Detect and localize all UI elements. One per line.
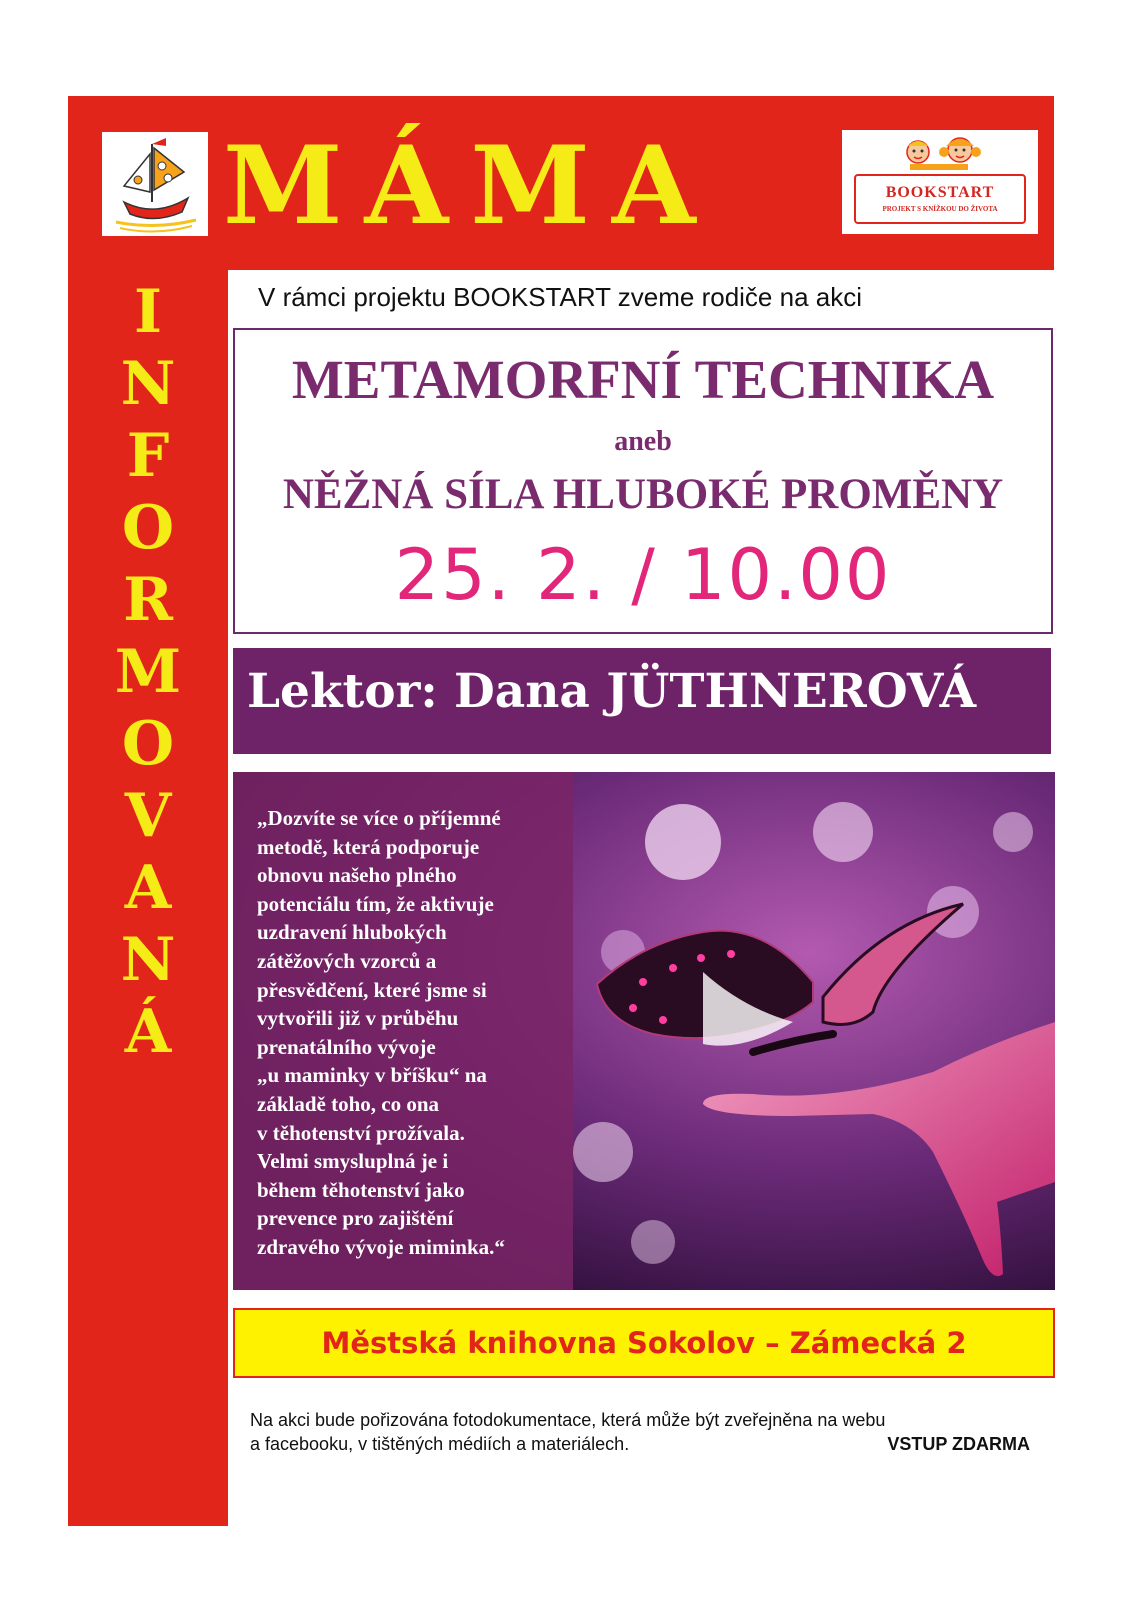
event-subtitle: NĚŽNÁ SÍLA HLUBOKÉ PROMĚNY bbox=[282, 471, 1004, 518]
photo-panel bbox=[233, 772, 1055, 1290]
venue-text: Městská knihovna Sokolov – Zámecká 2 bbox=[321, 1326, 967, 1360]
vertical-informovana bbox=[68, 276, 228, 1068]
quote-line: zdravého vývoje miminka.“ bbox=[257, 1234, 505, 1259]
vertical-letter: N bbox=[120, 925, 176, 995]
quote-line: během těhotenství jako bbox=[257, 1177, 465, 1202]
vertical-letter: Á bbox=[124, 997, 172, 1067]
quote-line: prenatálního vývoje bbox=[257, 1034, 436, 1059]
quote-line: základě toho, co ona bbox=[257, 1091, 440, 1116]
quote-line: přesvědčení, které jsme si bbox=[257, 977, 487, 1002]
footer-line-2: a facebooku, v tištěných médiích a materiálech. bbox=[250, 1434, 630, 1454]
quote-line: zátěžových vzorců a bbox=[257, 948, 437, 973]
free-entry-label: VSTUP ZDARMA bbox=[887, 1434, 1030, 1454]
vertical-letter: N bbox=[120, 349, 176, 419]
venue-banner bbox=[233, 1308, 1055, 1378]
event-datetime: 25. 2. / 10.00 bbox=[394, 534, 892, 616]
footer-note bbox=[250, 1408, 1030, 1456]
vertical-letter: V bbox=[124, 781, 172, 851]
vertical-letter: M bbox=[114, 637, 182, 707]
lecturer-banner bbox=[233, 648, 1051, 754]
bookstart-tagline: PROJEKT S KNÍŽKOU DO ŽIVOTA bbox=[882, 205, 998, 213]
quote-line: prevence pro zajištění bbox=[257, 1206, 454, 1231]
footer-line-1: Na akci bude pořizována fotodokumentace, která může být zveřejněna na webu bbox=[250, 1410, 886, 1430]
poster bbox=[68, 96, 1054, 1526]
intro-text: V rámci projektu BOOKSTART zveme rodiče na akci bbox=[258, 282, 862, 312]
bookstart-logo bbox=[842, 130, 1038, 234]
vertical-letter: I bbox=[133, 277, 163, 347]
footer-line-2-row bbox=[250, 1432, 1030, 1456]
event-connector: aneb bbox=[614, 426, 672, 457]
vertical-letter: R bbox=[123, 565, 173, 635]
vertical-letter: A bbox=[124, 853, 172, 923]
lecturer-name: Lektor: Dana JÜTHNEROVÁ bbox=[247, 664, 977, 719]
vertical-letter: O bbox=[121, 709, 175, 779]
quote-text bbox=[257, 804, 567, 1262]
quote-line: v těhotenství prožívala. bbox=[257, 1120, 465, 1145]
quote-line: „u maminky v bříšku“ na bbox=[257, 1063, 487, 1088]
event-title: METAMORFNÍ TECHNIKA bbox=[291, 349, 995, 410]
bookstart-box bbox=[854, 174, 1026, 224]
quote-line: potenciálu tím, že aktivuje bbox=[257, 891, 494, 916]
bookstart-name: BOOKSTART bbox=[885, 184, 995, 201]
quote-line: obnovu našeho plného bbox=[257, 863, 457, 888]
quote-line: vytvořili již v průběhu bbox=[257, 1006, 459, 1031]
page-title: MÁMA bbox=[223, 123, 718, 249]
quote-line: Velmi smysluplná je i bbox=[257, 1149, 449, 1174]
vertical-letter: O bbox=[121, 493, 175, 563]
quote-line: „Dozvíte se více o příjemné bbox=[257, 806, 501, 830]
event-box bbox=[233, 328, 1053, 634]
quote-line: uzdravení hlubokých bbox=[257, 920, 447, 945]
quote-line: metodě, která podporuje bbox=[257, 834, 480, 859]
vertical-letter: F bbox=[126, 421, 170, 491]
kids-logo-icon bbox=[842, 130, 1038, 174]
library-logo bbox=[102, 132, 208, 236]
ship-logo-icon bbox=[102, 132, 208, 236]
